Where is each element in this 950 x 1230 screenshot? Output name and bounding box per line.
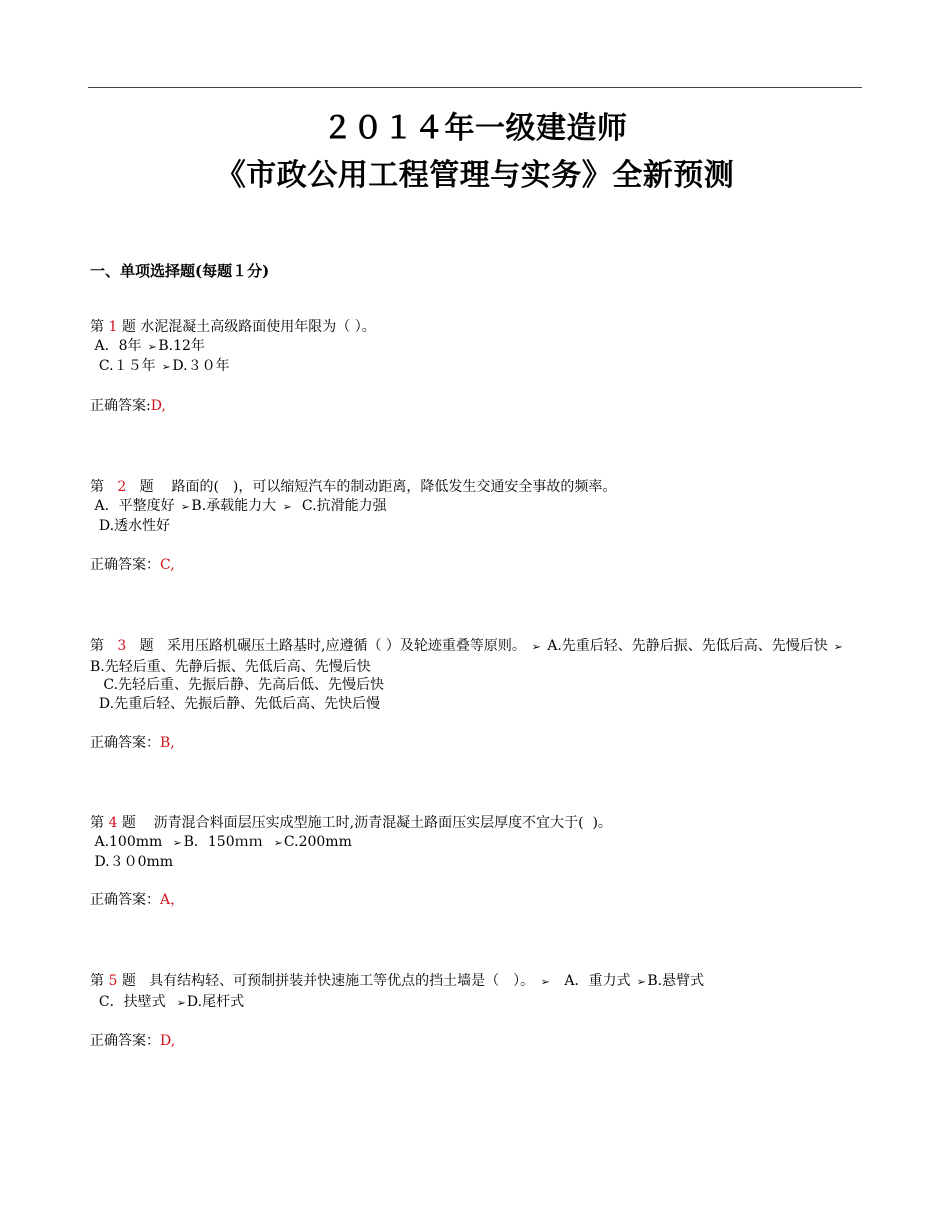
option-c: C．扶壁式 bbox=[98, 993, 166, 1010]
option-c: C.200mm bbox=[283, 833, 352, 850]
answer-label: 正确答案 bbox=[90, 735, 146, 751]
option-b: B.悬臂式 bbox=[647, 973, 705, 989]
question-number: 4 bbox=[108, 815, 118, 831]
question-prefix: 第 bbox=[90, 319, 104, 335]
option-b: B.先轻后重、先静后振、先低后高、先慢后快 bbox=[90, 658, 371, 675]
question-prefix: 第 bbox=[90, 638, 104, 654]
answer-1: 正确答案:D, bbox=[90, 398, 166, 414]
option-c: C.抗滑能力强 bbox=[301, 497, 387, 514]
arrow-icon: ➢ bbox=[833, 642, 844, 653]
option-c: C.１５年 bbox=[98, 358, 156, 374]
question-suffix: 题 bbox=[139, 638, 154, 654]
option-d: D.３０年 bbox=[172, 358, 230, 374]
question-suffix: 题 bbox=[121, 319, 136, 335]
question-2 bbox=[90, 478, 862, 536]
question-number: 1 bbox=[108, 319, 118, 335]
option-b: B．150ｍｍ bbox=[183, 833, 263, 850]
question-5 bbox=[90, 972, 862, 1013]
document-title-line2: 《市政公用工程管理与实务》全新预测 bbox=[215, 158, 735, 193]
question-prefix: 第 bbox=[90, 815, 104, 831]
answer-value: A， bbox=[160, 892, 185, 908]
question-suffix: 题 bbox=[139, 479, 154, 495]
arrow-icon: ➢ bbox=[531, 642, 542, 653]
answer-label: 正确答案 bbox=[90, 398, 146, 414]
question-suffix: 题 bbox=[121, 815, 136, 831]
option-d: D.３０0mm bbox=[94, 854, 174, 870]
arrow-icon: ➢ bbox=[161, 362, 171, 373]
option-a: A.先重后轻、先静后振、先低后高、先慢后快 bbox=[547, 638, 828, 654]
option-b: B.12年 bbox=[158, 337, 205, 354]
arrow-icon: ➢ bbox=[180, 501, 190, 513]
question-stem: 路面的( )，可以缩短汽车的制动距离，降低发生交通安全事故的频率。 bbox=[171, 479, 617, 495]
arrow-icon: ➢ bbox=[636, 977, 646, 988]
option-c: C.先轻后重、先振后静、先高后低、先慢后快 bbox=[103, 677, 385, 693]
arrow-icon: ➢ bbox=[176, 997, 186, 1009]
answer-4: 正确答案：A， bbox=[90, 892, 185, 908]
answer-label: 正确答案 bbox=[90, 557, 146, 573]
arrow-icon: ➢ bbox=[282, 501, 292, 513]
answer-value: C, bbox=[160, 557, 175, 573]
arrow-icon: ➢ bbox=[172, 837, 183, 849]
arrow-icon: ➢ bbox=[273, 837, 283, 849]
question-stem: 具有结构轻、可预制拼装并快速施工等优点的挡土墙是（ ）。 bbox=[149, 973, 535, 989]
question-stem: 沥青混合料面层压实成型施工时,沥青混凝土路面压实层厚度不宜大于( )。 bbox=[153, 815, 612, 831]
option-a: A．8年 bbox=[94, 337, 142, 354]
option-a: A．平整度好 bbox=[94, 497, 175, 514]
document-title-line1: ２０１４年一级建造师 bbox=[322, 111, 628, 146]
question-1 bbox=[90, 318, 862, 378]
option-d: D.尾杆式 bbox=[186, 993, 245, 1010]
answer-5: 正确答案：D, bbox=[90, 1033, 176, 1049]
section-heading: 一、单项选择题(每题１分) bbox=[90, 262, 270, 280]
answer-3: 正确答案：B, bbox=[90, 735, 175, 751]
answer-value: D, bbox=[160, 1033, 176, 1049]
question-stem: 采用压路机碾压土路基时,应遵循（ ）及轮迹重叠等原则。 bbox=[167, 638, 526, 654]
arrow-icon: ➢ bbox=[147, 341, 157, 353]
question-prefix: 第 bbox=[90, 479, 104, 495]
option-a: A.100mm bbox=[94, 833, 163, 850]
option-b: B.承载能力大 bbox=[191, 497, 277, 514]
option-d: D.先重后轻、先振后静、先低后高、先快后慢 bbox=[98, 695, 381, 712]
answer-label: 正确答案 bbox=[90, 1033, 146, 1049]
arrow-icon: ➢ bbox=[540, 977, 550, 988]
question-3 bbox=[90, 637, 862, 713]
answer-2: 正确答案：C, bbox=[90, 557, 175, 573]
question-suffix: 题 bbox=[121, 973, 136, 989]
question-number: 2 bbox=[117, 479, 127, 495]
option-a: A．重力式 bbox=[564, 973, 631, 989]
top-rule bbox=[88, 87, 862, 88]
option-d: D.透水性好 bbox=[98, 518, 171, 534]
answer-value: B, bbox=[160, 735, 175, 751]
answer-label: 正确答案 bbox=[90, 892, 146, 908]
answer-value: D, bbox=[150, 398, 166, 414]
question-prefix: 第 bbox=[90, 973, 104, 989]
question-stem: 水泥混凝土高级路面使用年限为（ ）。 bbox=[135, 319, 376, 335]
question-number: 3 bbox=[117, 638, 127, 654]
question-number: 5 bbox=[108, 973, 118, 989]
question-4 bbox=[90, 814, 862, 872]
